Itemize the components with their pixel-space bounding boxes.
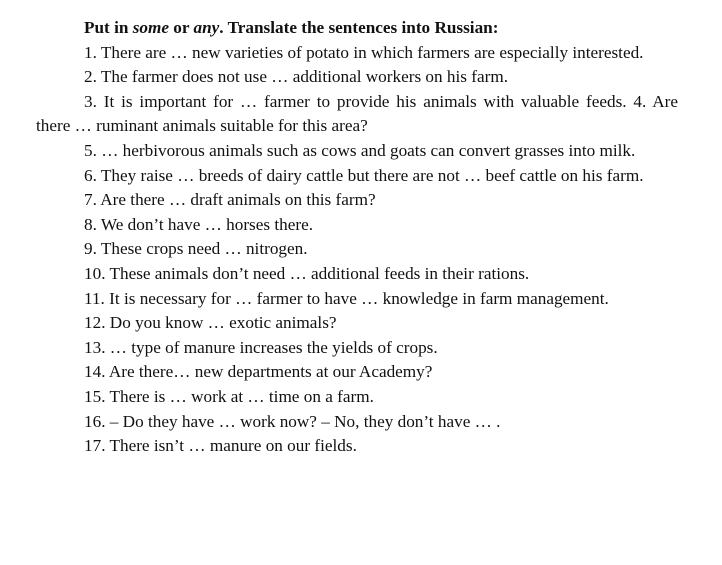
heading-word-some: some (132, 18, 169, 37)
exercise-item-3-4: 3. It is important for … farmer to provide his animals with valuable feeds. 4. Are there … ruminant animals suitable for this area? (36, 91, 678, 136)
exercise-item-10: 10. These animals don’t need … additional feeds in their rations. (84, 263, 530, 283)
exercise-item-14: 14. Are there… new departments at our Academy? (84, 362, 433, 382)
heading-word-any: any (193, 18, 220, 37)
exercise-item-15: 15. There is … work at … time on a farm. (84, 386, 374, 406)
exercise-document (36, 16, 678, 459)
heading-part-1: Put in (84, 18, 133, 37)
exercise-heading (36, 16, 678, 41)
exercise-item-12: 12. Do you know … exotic animals? (84, 313, 337, 333)
exercise-item-17: 17. There isn’t … manure on our fields. (84, 436, 357, 456)
exercise-item-1: 1. There are … new varieties of potato in which farmers are especially interested. (84, 42, 644, 62)
exercise-item-13: 13. … type of manure increases the yields of crops. (84, 337, 438, 357)
exercise-item-6: 6. They raise … breeds of dairy cattle but there are not … beef cattle on his farm. (84, 165, 644, 185)
exercise-item-2: 2. The farmer does not use … additional workers on his farm. (84, 67, 509, 87)
exercise-item-9: 9. These crops need … nitrogen. (84, 239, 308, 259)
exercise-item-11: 11. It is necessary for … farmer to have … knowledge in farm management. (84, 288, 609, 308)
exercise-item-8: 8. We don’t have … horses there. (84, 214, 314, 234)
heading-part-3: . Translate the sentences into Russian: (219, 18, 499, 37)
exercise-item-16: 16. – Do they have … work now? – No, they don’t have … . (84, 411, 501, 431)
exercise-item-7: 7. Are there … draft animals on this farm? (84, 190, 376, 210)
exercise-item-5: 5. … herbivorous animals such as cows and goats can convert grasses into milk. (84, 140, 636, 160)
heading-part-2: or (169, 18, 194, 37)
